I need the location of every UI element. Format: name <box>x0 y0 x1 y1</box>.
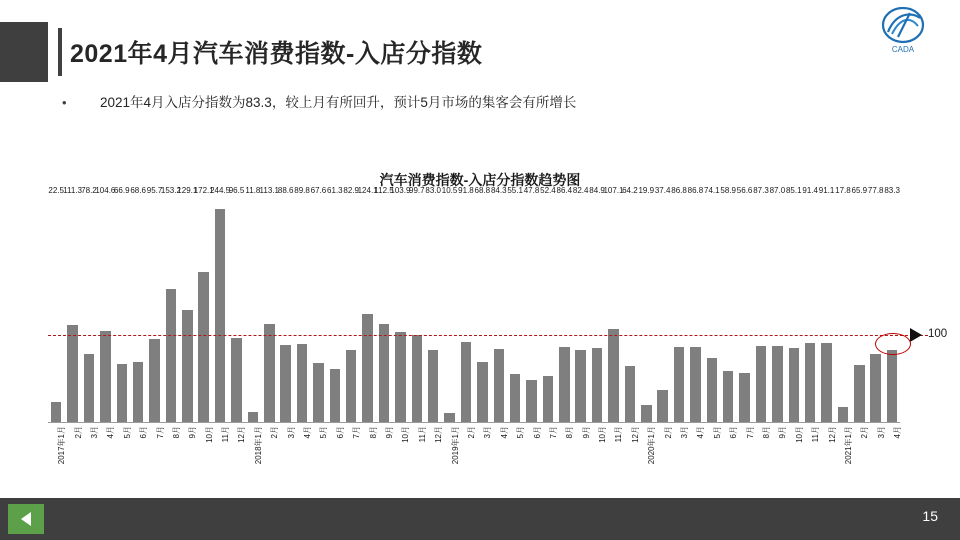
bar-value-label: 56.6 <box>736 186 753 195</box>
bar <box>622 186 638 422</box>
x-axis-tick-label: 2019年1月 <box>450 426 460 465</box>
bar <box>490 186 507 422</box>
bar-column <box>259 186 279 422</box>
bar <box>556 186 573 422</box>
x-axis-tick-label: 7月 <box>155 426 165 439</box>
bar-column <box>146 186 163 422</box>
bar-value-label: 87.3 <box>753 186 769 195</box>
bar-value-label: 129.1 <box>177 186 198 195</box>
bar-value-label: 85.1 <box>785 186 802 195</box>
x-axis-line <box>48 422 900 423</box>
bar <box>245 186 261 422</box>
x-axis-tick-label: 2月 <box>663 426 673 439</box>
x-axis-tick-label: 4月 <box>893 426 903 439</box>
bar <box>343 186 360 422</box>
bar-value-label: 113.1 <box>259 186 279 195</box>
bar <box>357 186 378 422</box>
bar-value-label: 91.8 <box>458 186 474 195</box>
bar <box>867 186 884 422</box>
bar <box>146 186 163 422</box>
slide-header <box>0 22 960 82</box>
bar-value-label: 47.8 <box>523 186 540 195</box>
bar-column <box>785 186 802 422</box>
bar-column <box>572 186 589 422</box>
bar-column <box>458 186 474 422</box>
chart-area <box>30 186 948 496</box>
chart-plot <box>48 186 948 422</box>
x-axis-tick-label: 6月 <box>335 426 345 439</box>
bar-value-label: 88.6 <box>277 186 294 195</box>
bar <box>277 186 294 422</box>
cada-logo-icon <box>874 4 932 56</box>
bar-value-label: 91.4 <box>802 186 818 195</box>
bar-column <box>294 186 310 422</box>
x-axis-tick-label: 11月 <box>811 426 821 443</box>
bar <box>589 186 605 422</box>
bar-value-label: 22.5 <box>48 186 64 195</box>
bar-column <box>374 186 394 422</box>
bar-value-label: 10.5 <box>441 186 458 195</box>
bar <box>671 186 687 422</box>
bar-value-label: 124.1 <box>357 186 378 195</box>
bar-column <box>884 186 900 422</box>
bar <box>736 186 753 422</box>
bar <box>638 186 655 422</box>
bar <box>884 186 900 422</box>
bar-value-label: 111.3 <box>63 186 82 195</box>
bar-value-label: 64.2 <box>622 186 638 195</box>
title-accent-bar <box>58 28 62 76</box>
bar <box>374 186 394 422</box>
bar <box>210 186 231 422</box>
x-axis-tick-label: 11月 <box>417 426 427 443</box>
bar-value-label: 52.4 <box>540 186 556 195</box>
bar <box>458 186 474 422</box>
x-axis-tick-label: 10月 <box>401 426 411 443</box>
bar <box>310 186 327 422</box>
x-axis-tick-label: 2月 <box>860 426 870 439</box>
reference-line-label: 100 <box>928 328 948 341</box>
bar-column <box>818 186 835 422</box>
x-axis-tick-label: 6月 <box>532 426 542 439</box>
bar-column <box>687 186 704 422</box>
bar-value-label: 244.5 <box>210 186 231 195</box>
bar-column <box>589 186 605 422</box>
bar <box>769 186 786 422</box>
bar-value-label: 17.8 <box>835 186 851 195</box>
bar-value-label: 84.9 <box>589 186 605 195</box>
highlight-ellipse <box>875 333 911 355</box>
bar-column <box>671 186 687 422</box>
bar-column <box>357 186 378 422</box>
slide-footer <box>0 498 960 540</box>
x-axis-tick-label: 3月 <box>286 426 296 439</box>
bar <box>177 186 198 422</box>
bullet-marker: • <box>62 95 67 110</box>
bullet-text: 2021年4月入店分指数为83.3，较上月有所回升，预计5月市场的集客会有所增长 <box>100 95 577 110</box>
bar-column <box>130 186 146 422</box>
bar-value-label: 77.8 <box>867 186 884 195</box>
bar-column <box>177 186 198 422</box>
bar-column <box>95 186 116 422</box>
bar-value-label: 65.9 <box>851 186 868 195</box>
x-axis-tick-label: 12月 <box>434 426 444 443</box>
bar <box>294 186 310 422</box>
x-axis-tick-label: 4月 <box>499 426 509 439</box>
bar-column <box>490 186 507 422</box>
header-accent-block <box>0 22 48 82</box>
bar-value-label: 83.3 <box>884 186 900 195</box>
bar-value-label: 55.1 <box>507 186 523 195</box>
bar-column <box>753 186 769 422</box>
bar-value-label: 153.2 <box>160 186 181 195</box>
bar <box>523 186 540 422</box>
bar-value-label: 86.8 <box>671 186 687 195</box>
chart-title: 汽车消费指数-入店分指数趋势图 <box>379 172 581 188</box>
bar-value-label: 99.7 <box>408 186 425 195</box>
x-axis-tick-label: 2017年1月 <box>57 426 67 465</box>
x-axis-tick-label: 2021年1月 <box>843 426 853 465</box>
bar <box>408 186 425 422</box>
svg-text:CADA: CADA <box>891 45 915 54</box>
bar-column <box>441 186 458 422</box>
bar-column <box>523 186 540 422</box>
bar-column <box>867 186 884 422</box>
x-axis-tick-label: 7月 <box>745 426 755 439</box>
bar-value-label: 67.6 <box>310 186 327 195</box>
x-axis-tick-label: 10月 <box>204 426 214 443</box>
bar <box>95 186 116 422</box>
bar-value-label: 74.1 <box>704 186 720 195</box>
bar <box>704 186 720 422</box>
bar-value-label: 96.5 <box>228 186 245 195</box>
bar <box>81 186 97 422</box>
x-axis-tick-label: 5月 <box>712 426 722 439</box>
x-axis-tick-label: 3月 <box>876 426 886 439</box>
bar <box>48 186 64 422</box>
x-axis-tick-label: 3月 <box>89 426 99 439</box>
bar-column <box>540 186 556 422</box>
bar-value-label: 103.9 <box>390 186 411 195</box>
x-axis-tick-label: 9月 <box>385 426 394 439</box>
bar <box>390 186 411 422</box>
bar-column <box>720 186 736 422</box>
page-title: 2021年4月汽车消费指数-入店分指数 <box>70 40 483 68</box>
bar-column <box>802 186 818 422</box>
bar <box>507 186 523 422</box>
x-axis-tick-label: 2月 <box>466 426 476 439</box>
bar-value-label: 78.2 <box>81 186 97 195</box>
bar <box>818 186 835 422</box>
x-axis-tick-label: 3月 <box>680 426 690 439</box>
bar-column <box>425 186 441 422</box>
bar-value-label: 82.9 <box>343 186 360 195</box>
bar-value-label: 58.9 <box>720 186 736 195</box>
bar <box>193 186 214 422</box>
x-axis-tick-label: 10月 <box>598 426 608 443</box>
x-axis-tick-label: 9月 <box>778 426 788 439</box>
bar-column <box>343 186 360 422</box>
bar-column <box>228 186 245 422</box>
x-axis-tick-label: 3月 <box>483 426 493 439</box>
bar-value-label: 89.8 <box>294 186 310 195</box>
bar-column <box>48 186 64 422</box>
bar <box>785 186 802 422</box>
bar <box>160 186 181 422</box>
bullet-line <box>62 94 922 112</box>
bar <box>327 186 343 422</box>
bar <box>113 186 130 422</box>
bar-column <box>736 186 753 422</box>
x-axis-tick-label: 5月 <box>122 426 132 439</box>
x-axis-tick-label: 8月 <box>171 426 181 439</box>
bar-value-label: 104.6 <box>95 186 116 195</box>
bar-column <box>193 186 214 422</box>
x-axis-tick-label: 4月 <box>106 426 116 439</box>
x-axis-tick-label: 7月 <box>548 426 558 439</box>
bar-value-label: 84.3 <box>490 186 507 195</box>
x-axis-tick-label: 5月 <box>516 426 526 439</box>
bar <box>835 186 851 422</box>
bar-value-label: 37.4 <box>654 186 671 195</box>
x-axis-tick-label: 12月 <box>630 426 640 443</box>
bar-column <box>638 186 655 422</box>
x-axis-tick-label: 11月 <box>221 426 231 443</box>
x-axis-tick-label: 8月 <box>565 426 575 439</box>
bar <box>474 186 491 422</box>
bar <box>540 186 556 422</box>
x-axis-tick-label: 9月 <box>581 426 591 439</box>
bar-column <box>769 186 786 422</box>
x-axis-tick-label: 6月 <box>139 426 149 439</box>
bar-value-label: 86.4 <box>556 186 573 195</box>
x-axis-tick-label: 4月 <box>696 426 706 439</box>
bar-column <box>160 186 181 422</box>
bar-column <box>327 186 343 422</box>
bar-column <box>654 186 671 422</box>
bar-value-label: 68.6 <box>130 186 146 195</box>
bar-value-label: 95.7 <box>146 186 163 195</box>
bar-column <box>704 186 720 422</box>
bar <box>753 186 769 422</box>
bar-column <box>63 186 82 422</box>
bar-column <box>603 186 624 422</box>
bar-column <box>622 186 638 422</box>
bar <box>441 186 458 422</box>
bar-column <box>507 186 523 422</box>
bar-series <box>48 186 900 422</box>
bar-column <box>408 186 425 422</box>
bar <box>63 186 82 422</box>
bar <box>654 186 671 423</box>
bar-column <box>474 186 491 422</box>
bar-value-label: 112.5 <box>374 186 394 195</box>
bar-value-label: 87.0 <box>769 186 786 195</box>
bar-value-label: 91.1 <box>818 186 835 195</box>
reference-line-marker <box>910 328 922 342</box>
x-axis-tick-label: 12月 <box>827 426 837 443</box>
bar <box>130 186 146 422</box>
bar <box>259 186 279 422</box>
page-number: 15 <box>922 508 938 524</box>
bar-value-label: 11.8 <box>245 186 261 195</box>
x-axis-tick-label: 7月 <box>352 426 362 439</box>
bar-value-label: 86.8 <box>687 186 704 195</box>
x-axis-tick-label: 12月 <box>237 426 247 443</box>
bar <box>720 186 736 422</box>
previous-slide-icon[interactable] <box>8 504 44 534</box>
bar <box>425 186 441 422</box>
bar-column <box>81 186 97 422</box>
bar-column <box>310 186 327 422</box>
x-axis-tick-label: 5月 <box>319 426 329 439</box>
x-axis-tick-label: 2020年1月 <box>647 426 657 465</box>
bar-value-label: 172.1 <box>193 186 214 195</box>
bar-column <box>390 186 411 422</box>
bar-value-label: 83.0 <box>425 186 441 195</box>
bar-column <box>245 186 261 422</box>
reference-line-100 <box>48 335 928 336</box>
bar-column <box>835 186 851 422</box>
bar-column <box>277 186 294 422</box>
bar-value-label: 68.8 <box>474 186 491 195</box>
bar <box>687 186 704 422</box>
bar-column <box>113 186 130 422</box>
bar-column <box>210 186 231 422</box>
bar-value-label: 19.9 <box>638 186 655 195</box>
x-axis-tick-label: 8月 <box>368 426 378 439</box>
bar-column <box>556 186 573 422</box>
bar-value-label: 82.4 <box>572 186 589 195</box>
bar <box>228 186 245 422</box>
bar <box>802 186 818 422</box>
bar-column <box>851 186 868 422</box>
bar-value-label: 66.9 <box>113 186 130 195</box>
bar <box>572 186 589 422</box>
x-axis-tick-label: 2月 <box>73 426 83 439</box>
bar <box>603 186 624 422</box>
bar <box>851 186 868 422</box>
x-axis-tick-label: 4月 <box>303 426 313 439</box>
x-axis-tick-label: 10月 <box>794 426 804 443</box>
x-axis-tick-label: 6月 <box>729 426 739 439</box>
x-axis-tick-label: 2月 <box>270 426 280 439</box>
x-axis-labels <box>48 424 903 494</box>
x-axis-tick-label: 11月 <box>614 426 624 443</box>
x-axis-tick-label: 2018年1月 <box>253 426 263 465</box>
bar-value-label: 61.3 <box>327 186 343 195</box>
x-axis-tick-label: 9月 <box>188 426 198 439</box>
x-axis-tick-label: 8月 <box>761 426 771 439</box>
bar-value-label: 107.1 <box>603 186 624 195</box>
